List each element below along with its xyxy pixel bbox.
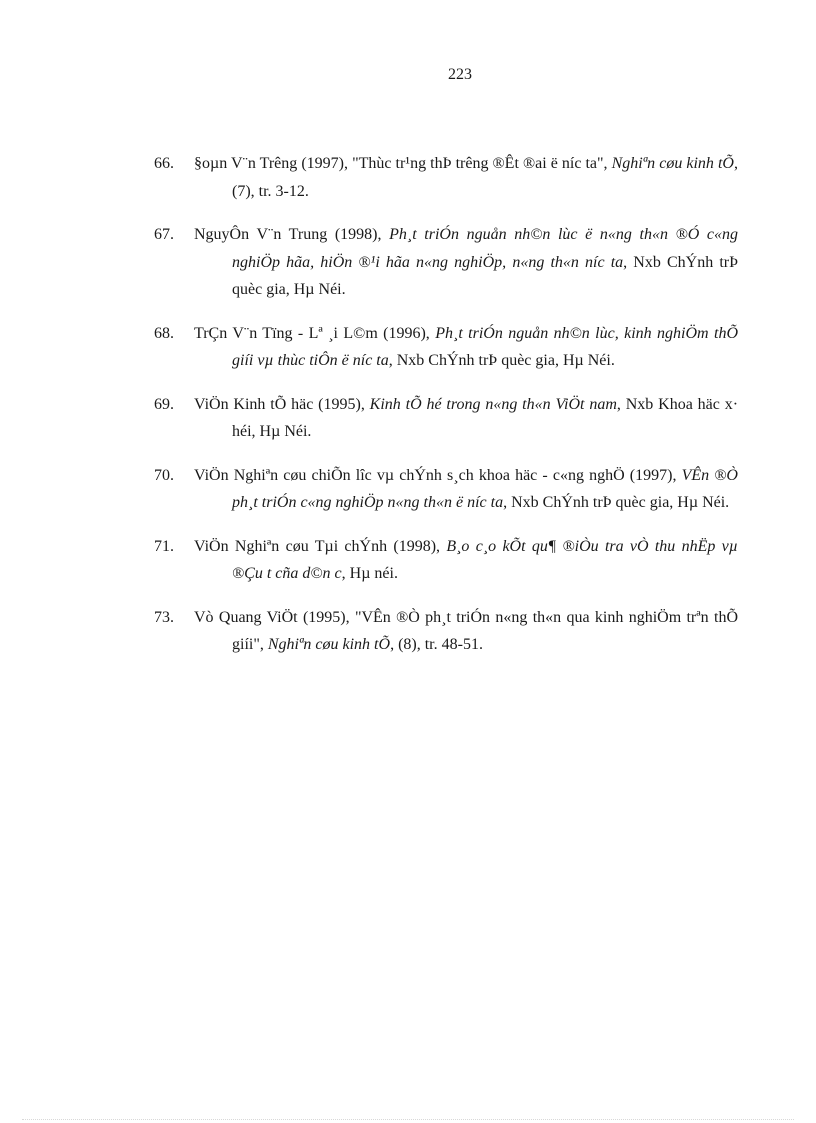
- reference-item: [154, 462, 738, 517]
- reference-number: 67.: [154, 226, 174, 243]
- reference-title: B¸o c¸o kÕt qu¶ ®iÒu tra vÒ thu nhËp vµ ®Çu t cña d©n c: [232, 537, 738, 582]
- reference-number: 69.: [154, 395, 174, 413]
- reference-title: Ph¸t triÓn nguån nh©n lùc, kinh nghiÖm thÕ giíi vµ thùc tiÔn ë níc ta: [232, 324, 738, 369]
- reference-text: ViÖn Nghiªn cøu chiÕn lîc vµ chÝnh s¸ch khoa häc - c«ng nghÖ (1997),: [194, 466, 682, 484]
- reference-title: Ph¸t triÓn nguån nh©n lùc ë n«ng th«n ®Ó c«ng nghiÖp hãa, hiÖn ®¹i hãa n«ng nghiÖp, n«ng th«n níc ta: [232, 226, 739, 271]
- reference-item: [154, 533, 738, 588]
- reference-number: 66.: [154, 155, 174, 172]
- reference-details: , Nxb ChÝnh trÞ quèc gia, Hµ Néi.: [388, 352, 615, 369]
- reference-details: , Nxb ChÝnh trÞ quèc gia, Hµ Néi.: [232, 253, 739, 298]
- reference-text: Vò Quang ViÖt (1995), "VÊn ®Ò ph¸t triÓn n«ng th«n qua kinh nghiÖm trªn thÕ giíi",: [194, 608, 738, 653]
- page-bottom-rule: [22, 1119, 794, 1120]
- reference-title: VÊn ®Ò ph¸t triÓn c«ng nghiÖp n«ng th«n ë níc ta: [232, 466, 738, 511]
- page-number: 223: [448, 66, 472, 83]
- reference-item: [154, 604, 738, 659]
- reference-details: , (7), tr. 3-12.: [232, 155, 738, 200]
- reference-details: , Hµ néi.: [341, 565, 398, 582]
- reference-text: NguyÔn V¨n Trung (1998),: [194, 226, 390, 243]
- reference-title: Nghiªn cøu kinh tÕ: [267, 636, 391, 653]
- reference-text: ViÖn Kinh tÕ häc (1995),: [194, 395, 370, 413]
- reference-item: [154, 221, 738, 304]
- reference-item: [154, 391, 738, 446]
- reference-title: Kinh tÕ hé trong n«ng th«n ViÖt nam: [369, 395, 617, 413]
- reference-text: §oµn V¨n Trêng (1997), "Thùc tr¹ng thÞ trêng ®Êt ®ai ë níc ta",: [194, 155, 608, 172]
- reference-details: , Nxb ChÝnh trÞ quèc gia, Hµ Néi.: [503, 494, 730, 511]
- reference-details: , Nxb Khoa häc x· héi, Hµ Néi.: [232, 395, 739, 440]
- reference-number: 68.: [154, 324, 174, 342]
- reference-list: [154, 134, 738, 666]
- reference-title: Nghiªn cøu kinh tÕ: [611, 155, 734, 172]
- reference-details: , (8), tr. 48-51.: [390, 636, 483, 653]
- reference-number: 70.: [154, 466, 174, 484]
- reference-text: TrÇn V¨n Tïng - Lª ¸i L©m (1996),: [194, 324, 436, 342]
- reference-item: [154, 320, 738, 375]
- reference-number: 71.: [154, 537, 174, 555]
- reference-item: [154, 150, 738, 205]
- reference-number: 73.: [154, 608, 174, 626]
- reference-text: ViÖn Nghiªn cøu Tµi chÝnh (1998),: [194, 537, 447, 555]
